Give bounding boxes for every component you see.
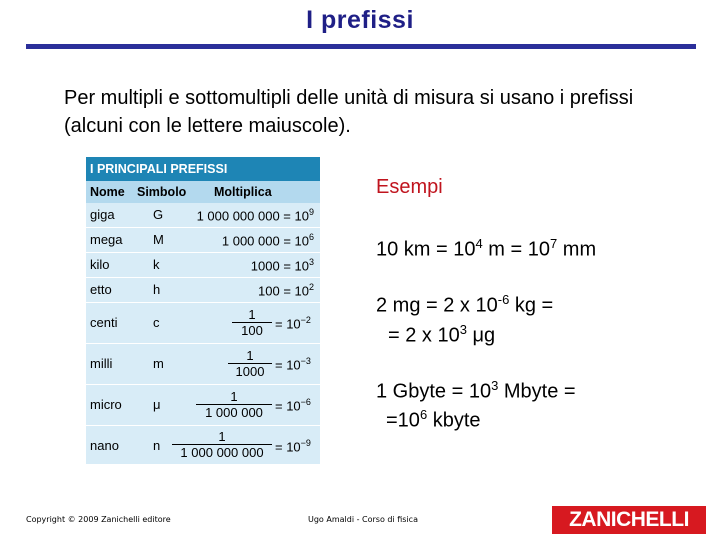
table-row [86,303,320,344]
prefix-name: centi [90,315,118,330]
prefix-symbol: n [153,438,161,453]
prefix-name: kilo [90,257,110,272]
prefix-symbol: G [153,207,164,222]
example-mass-line2: = 2 x $10^3$ μg [388,322,496,347]
fraction: $\frac{1}{100}$ [232,307,272,338]
copyright-text: Copyright © 2009 Zanichelli editore [26,515,171,524]
prefix-multiplier: $1000 = 10^3$ [250,257,314,274]
fraction: $\frac{1}{1000}$ [228,348,272,379]
prefix-symbol: μ [153,397,161,412]
course-credit: Ugo Amaldi - Corso di fisica [308,515,418,524]
prefix-multiplier: $100 = 10^2$ [258,282,314,299]
table-row [86,203,320,228]
header-name: Nome [90,185,125,199]
fraction: $\frac{1}{1 000 000 000}$ [172,429,272,460]
example-length: 10 km = $10^4$ $m = 10^7$ mm [376,236,597,261]
fraction-equals: = $10^{-3}$ [275,356,311,373]
prefix-symbol: M [153,232,164,247]
fraction-equals: = $10^{-9}$ [275,438,311,455]
example-data-line2: $=10^6$ kbyte [386,407,481,432]
prefix-name: etto [90,282,112,297]
table-row [86,253,320,278]
table-row [86,228,320,253]
prefix-multiplier: 1 000 000 $000 = 10^9$ [196,207,314,224]
table-row [86,344,320,385]
prefix-name: giga [90,207,115,222]
fraction-equals: = $10^{-2}$ [275,315,311,332]
prefix-symbol: c [153,315,160,330]
prefix-name: milli [90,356,113,371]
publisher-logo: ZANICHELLI [552,506,706,534]
table-header [86,181,320,203]
header-multiplier: Moltiplica [214,185,272,199]
prefix-symbol: m [153,356,164,371]
header-symbol: Simbolo [137,185,187,199]
prefix-name: micro [90,397,122,412]
example-mass-line1: 2 mg = 2 x $10^{-6}$ kg = [376,292,554,317]
title-divider [26,44,696,49]
table-row [86,278,320,303]
table-row [86,426,320,464]
prefix-name: nano [90,438,119,453]
fraction: $\frac{1}{1 000 000}$ [196,389,272,420]
prefix-table [86,157,320,464]
table-row [86,385,320,426]
prefix-name: mega [90,232,123,247]
example-data-line1: 1 Gbyte = $10^3$ Mbyte = [376,378,576,403]
prefix-symbol: k [153,257,160,272]
prefix-symbol: h [153,282,161,297]
table-title: I PRINCIPALI PREFISSI [86,157,320,181]
fraction-equals: = $10^{-6}$ [275,397,311,414]
slide-title: I prefissi [306,6,414,34]
intro-text: Per multipli e sottomultipli delle unità di misura si usano i prefissi (alcuni con le lettere maiuscole). [64,87,634,137]
prefix-multiplier: 1 000 $000 = 10^6$ [221,232,314,249]
examples-heading: Esempi [376,176,443,198]
